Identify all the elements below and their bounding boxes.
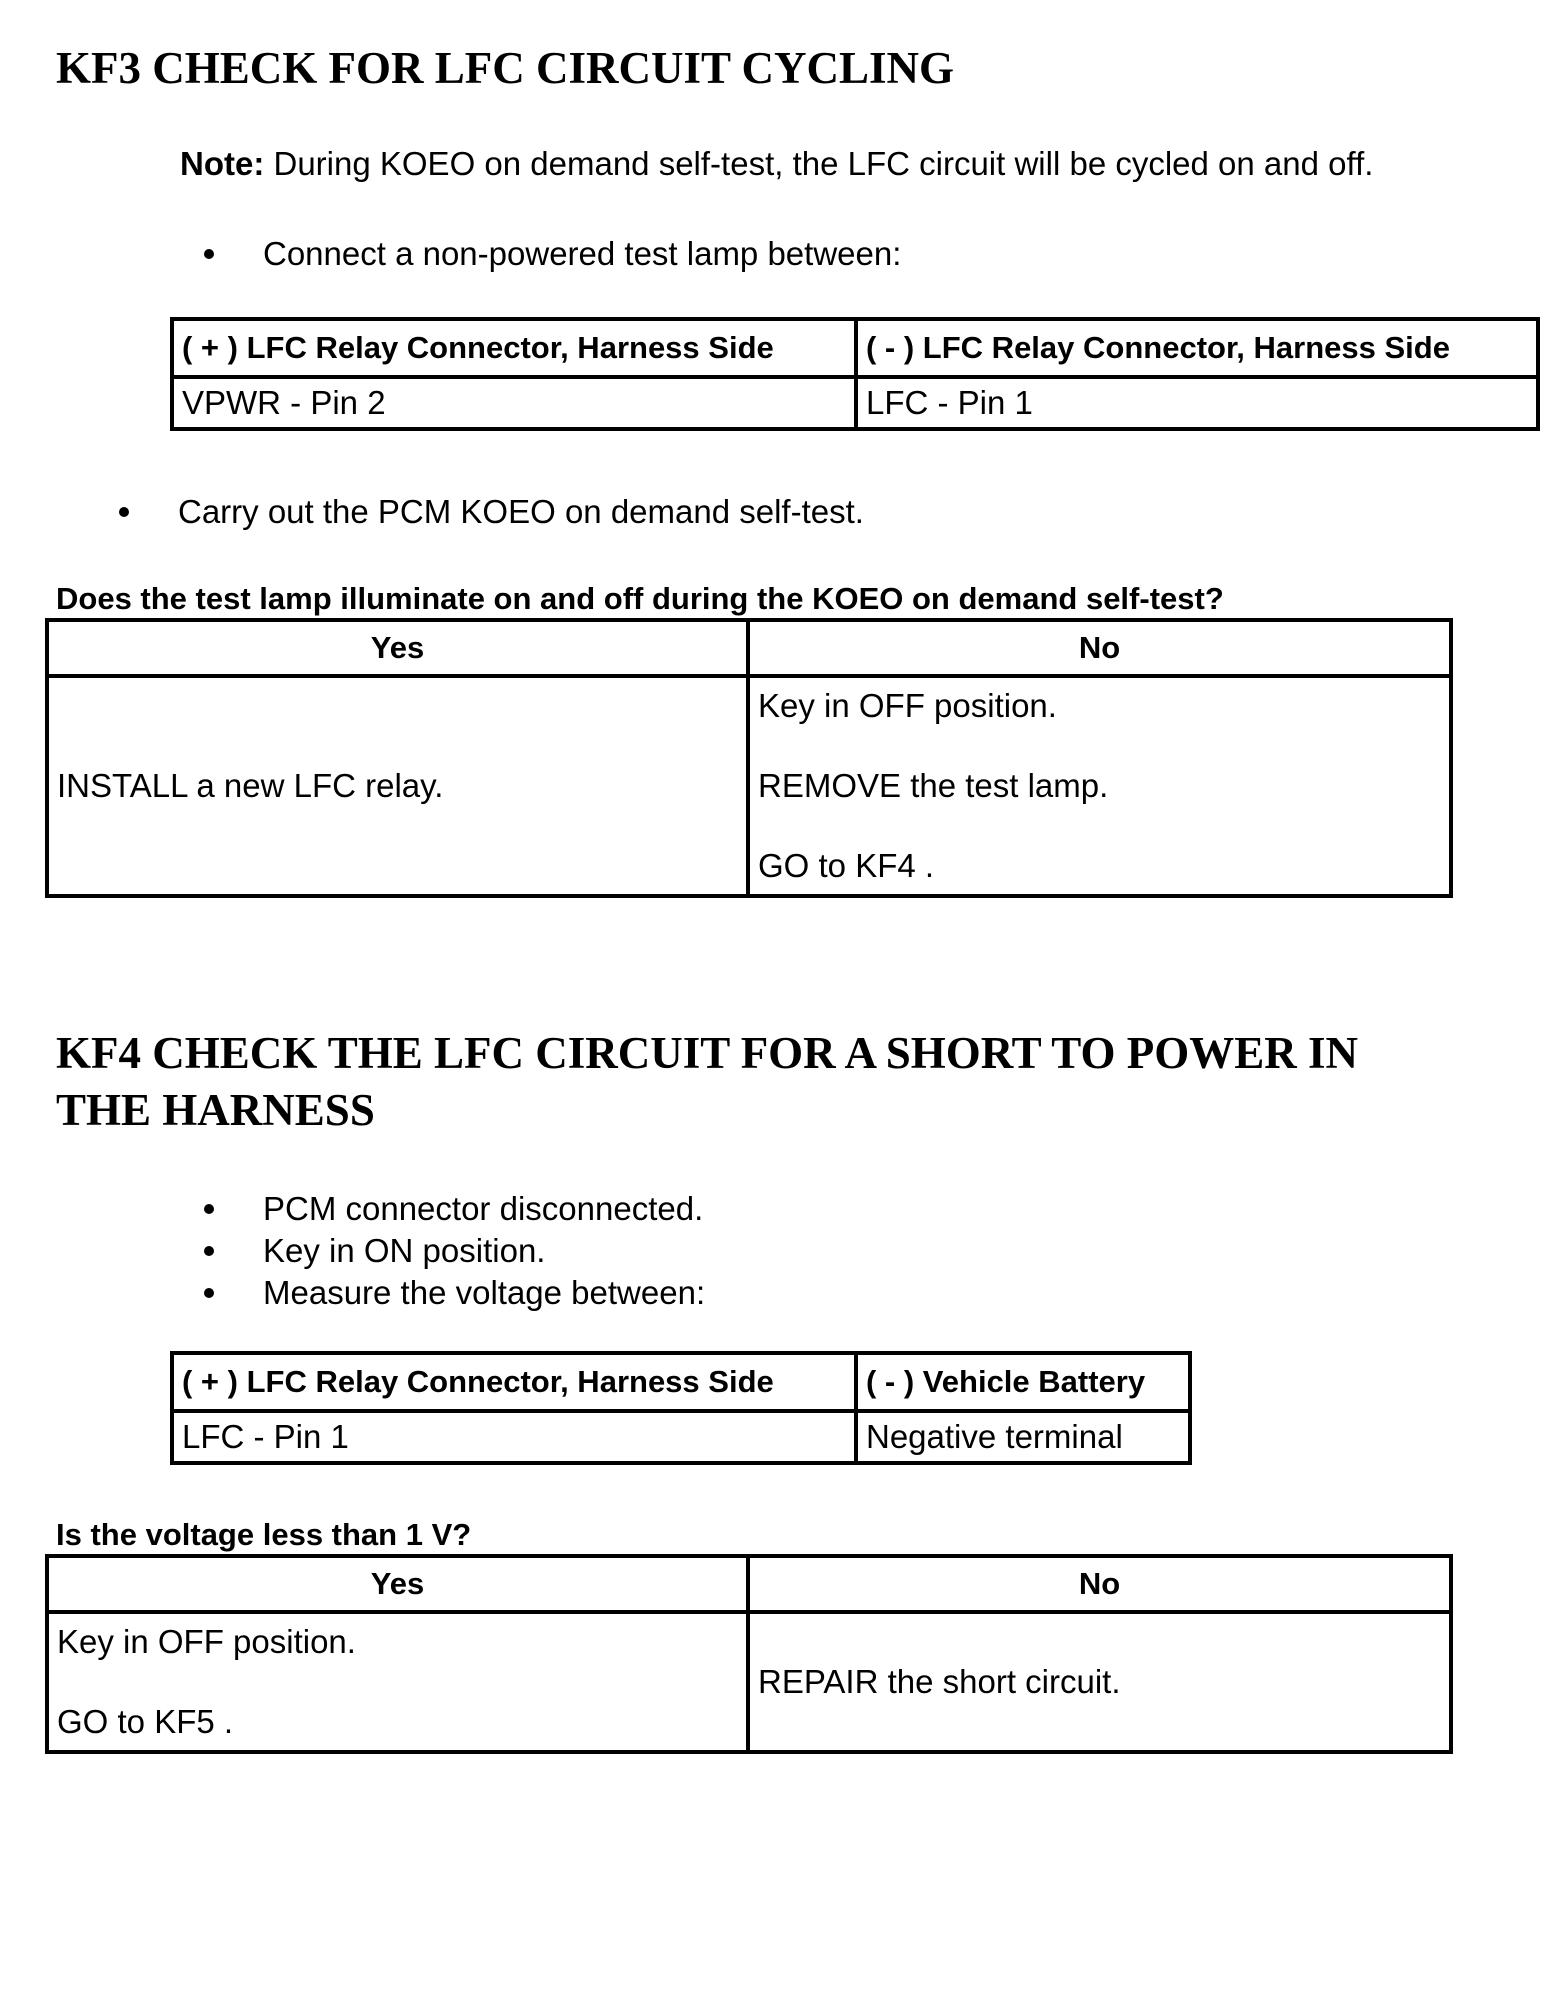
note-label: Note: [180,145,265,182]
table-row [172,1411,1190,1463]
kf3-question: Does the test lamp illuminate on and off during the KOEO on demand self-test? [56,581,1224,616]
table-header-cell: ( + ) LFC Relay Connector, Harness Side [172,1353,856,1411]
bullet-text: PCM connector disconnected. [263,1190,704,1227]
bullet-text: Key in ON position. [263,1232,546,1269]
table-header-row [172,1353,1190,1411]
table-row [172,377,1538,429]
kf3-connection-table [170,317,1540,431]
yes-line: Key in OFF position. [57,1623,356,1660]
kf4-connection-table [170,1351,1192,1465]
no-line: GO to KF4 . [758,847,935,884]
no-cell [748,676,1451,896]
yes-cell: INSTALL a new LFC relay. [47,676,748,896]
bullet-text: Connect a non-powered test lamp between: [263,235,902,272]
kf3-heading: KF3 CHECK FOR LFC CIRCUIT CYCLING [56,43,954,93]
kf4-question: Is the voltage less than 1 V? [56,1517,472,1552]
table-header-cell: ( - ) LFC Relay Connector, Harness Side [856,319,1538,377]
table-row [47,676,1451,896]
kf4-heading [56,1025,1358,1139]
table-header-cell: ( + ) LFC Relay Connector, Harness Side [172,319,856,377]
list-item [204,1230,705,1272]
bullet-text: Carry out the PCM KOEO on demand self-test. [178,493,864,530]
kf4-result-table [45,1554,1453,1754]
table-header-row [172,319,1538,377]
table-cell: LFC - Pin 1 [172,1411,856,1463]
bullet-icon [204,249,214,259]
kf3-bullet-carry-out [119,491,864,533]
kf3-result-table [45,618,1453,898]
table-header-row [47,620,1451,676]
table-cell: Negative terminal [856,1411,1190,1463]
note-text: During KOEO on demand self-test, the LFC circuit will be cycled on and off. [264,145,1374,182]
kf3-note [180,144,1373,184]
no-line: Key in OFF position. [758,687,1057,724]
kf4-heading-line: KF4 CHECK THE LFC CIRCUIT FOR A SHORT TO POWER IN [56,1028,1359,1078]
no-header: No [748,620,1451,676]
yes-header: Yes [47,620,748,676]
kf4-heading-line: THE HARNESS [56,1085,375,1135]
bullet-text: Measure the voltage between: [263,1274,706,1311]
table-cell: LFC - Pin 1 [856,377,1538,429]
bullet-icon [204,1246,214,1256]
yes-cell [47,1612,748,1752]
no-line: REMOVE the test lamp. [758,767,1109,804]
table-cell: VPWR - Pin 2 [172,377,856,429]
list-item [204,1188,705,1230]
kf3-bullet-connect [204,233,901,275]
table-header-row [47,1556,1451,1612]
table-row [47,1612,1451,1752]
no-cell: REPAIR the short circuit. [748,1612,1451,1752]
no-header: No [748,1556,1451,1612]
table-header-cell: ( - ) Vehicle Battery [856,1353,1190,1411]
bullet-icon [204,1204,214,1214]
kf4-bullet-list [204,1188,705,1314]
yes-line: GO to KF5 . [57,1703,234,1740]
bullet-icon [204,1288,214,1298]
list-item [204,1272,705,1314]
bullet-icon [119,507,129,517]
yes-header: Yes [47,1556,748,1612]
